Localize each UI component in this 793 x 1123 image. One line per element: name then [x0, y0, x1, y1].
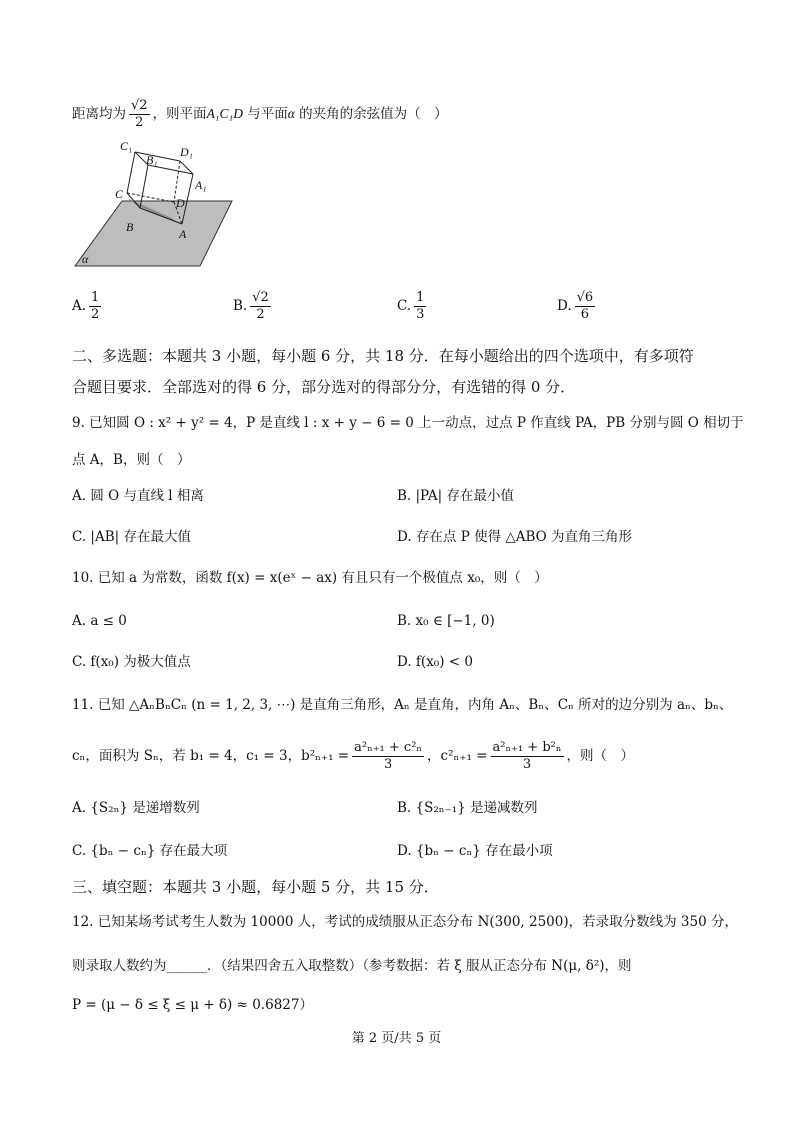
q8-option-d[interactable]: D. $\frac{√6}{6}$ — [557, 290, 594, 322]
q11-option-b[interactable]: B. {S₂ₙ₋₁} 是递减数列 — [397, 800, 538, 816]
q8-text-post: ，则平面 — [152, 106, 207, 122]
q12-stem-line2: 则录取人数约为______．（结果四舍五入取整数）（参考数据：若 ξ 服从正态分布 N(μ, δ²)，则 — [72, 958, 632, 974]
section2-line1: 二、多选题：本题共 3 小题，每小题 6 分，共 18 分．在每小题给出的四个选项中，有多项符 — [72, 347, 694, 365]
q8-text-post3: 的夹角的余弦值为（ ） — [294, 106, 448, 122]
q10-stem: 10. 已知 a 为常数，函数 f(x) = x(eˣ − ax) 有且只有一个极值点 x₀，则（ ） — [72, 570, 548, 586]
q12-stem-line3: P = (μ − δ ≤ ξ ≤ μ + δ) ≈ 0.6827） — [72, 997, 313, 1013]
q11-option-c[interactable]: C. {bₙ − cₙ} 存在最大项 — [72, 843, 228, 859]
q8-plane: A₁C₁D — [206, 106, 243, 121]
q11-fraction-1: $\frac{\text{a²ₙ₊₁ + c²ₙ}}{3}$ — [354, 740, 423, 772]
q12-stem-line1: 12. 已知某场考试考生人数为 10000 人，考试的成绩服从正态分布 N(300, 2500)，若录取分数线为 350 分， — [72, 914, 738, 930]
q9-option-a[interactable]: A. 圆 O 与直线 l 相离 — [72, 488, 204, 504]
label-C: C — [115, 187, 124, 201]
q11-fraction-2: $\frac{\text{a²ₙ₊₁ + b²ₙ}}{3}$ — [492, 740, 562, 772]
q9-option-b[interactable]: B. |PA| 存在最小值 — [397, 488, 514, 504]
q8-text-post2: 与平面 — [242, 106, 288, 122]
label-C1: C₁ — [120, 139, 133, 153]
q11-stem-line2: cₙ，面积为 Sₙ，若 b₁ = 4，c₁ = 3，b²ₙ₊₁ = $\frac{\text{a²ₙ₊₁ + c²ₙ}}{3}$ ，c²ₙ₊₁ = $\frac{\text{a²ₙ₊₁ + b²ₙ}}{3}$ ，则（ ） — [72, 740, 634, 772]
q8-fraction — [129, 98, 150, 131]
label-D: D — [176, 196, 185, 210]
q8-frac-den: 2 — [135, 115, 144, 130]
label-A1: A₁ — [195, 178, 207, 192]
page-footer: 第 2 页/共 5 页 — [351, 1031, 442, 1046]
q8-alpha: α — [287, 106, 295, 121]
q8-option-b[interactable]: B. $\frac{√2}{2}$ — [233, 290, 269, 322]
cube-plane-figure — [70, 136, 245, 271]
q10-option-b[interactable]: B. x₀ ∈ [−1, 0) — [397, 613, 495, 629]
q11-stem-line1: 11. 已知 △AₙBₙCₙ (n = 1, 2, 3, ⋯) 是直角三角形，Aₙ 是直角，内角 Aₙ、Bₙ、Cₙ 所对的边分别为 aₙ、bₙ、 — [72, 697, 733, 713]
section3-line1: 三、填空题：本题共 3 小题，每小题 5 分，共 15 分． — [72, 878, 439, 896]
label-B1: B₁ — [146, 153, 158, 167]
q9-option-d[interactable]: D. 存在点 P 使得 △ABO 为直角三角形 — [397, 529, 633, 545]
q8-option-a[interactable]: A. $\frac{1}{2}$ — [72, 290, 100, 322]
section2-line2: 合题目要求．全部选对的得 6 分，部分选对的得部分分，有选错的得 0 分． — [72, 378, 576, 396]
q8-frac-num: √2 — [131, 98, 148, 113]
q8-tail-line — [72, 98, 448, 131]
label-A: A — [179, 227, 187, 241]
label-B: B — [126, 220, 134, 234]
q10-option-c[interactable]: C. f(x₀) 为极大值点 — [72, 654, 191, 670]
label-alpha: α — [82, 252, 89, 266]
q10-option-a[interactable]: A. a ≤ 0 — [72, 613, 127, 629]
q11-option-d[interactable]: D. {bₙ − cₙ} 存在最小项 — [397, 843, 553, 859]
q10-option-d[interactable]: D. f(x₀) < 0 — [397, 654, 473, 670]
q9-stem-line1: 9. 已知圆 O : x² + y² = 4，P 是直线 l : x + y − 6 = 0 上一动点，过点 P 作直线 PA，PB 分别与圆 O 相切于 — [72, 415, 744, 431]
q8-option-c[interactable]: C. $\frac{1}{3}$ — [397, 290, 425, 322]
q9-stem-line2: 点 A，B，则（ ） — [72, 452, 191, 468]
label-D1: D₁ — [180, 145, 193, 159]
q11-option-a[interactable]: A. {S₂ₙ} 是递增数列 — [72, 800, 200, 816]
q9-option-c[interactable]: C. |AB| 存在最大值 — [72, 529, 191, 545]
q8-text-pre: 距离均为 — [72, 106, 126, 122]
